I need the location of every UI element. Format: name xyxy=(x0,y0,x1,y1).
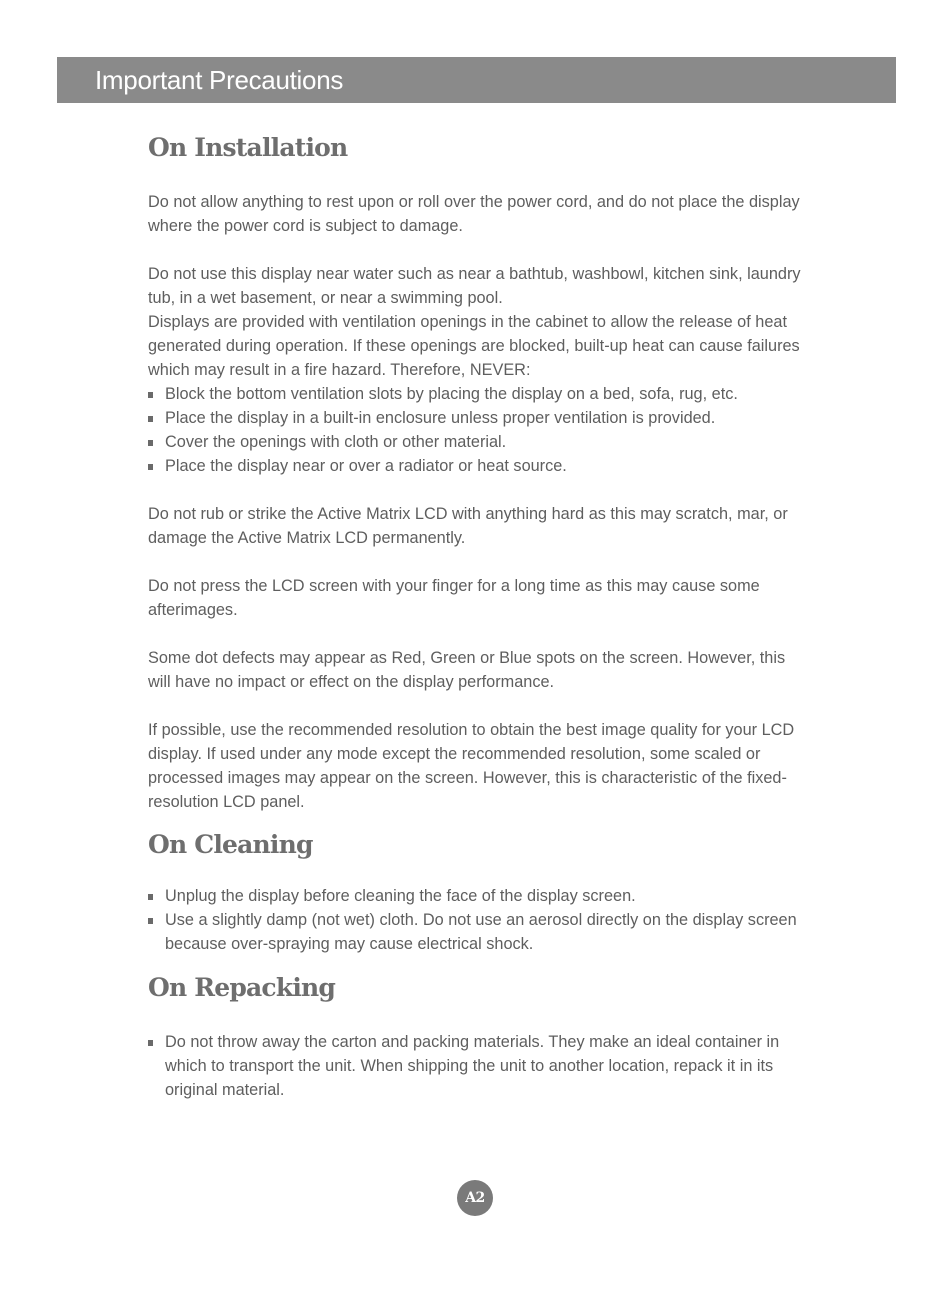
heading-on-cleaning: On Cleaning xyxy=(148,830,313,859)
installation-paragraph-dot-defects: Some dot defects may appear as Red, Green or Blue spots on the screen. However, this will have no impact or effect on the display performance. xyxy=(148,649,786,691)
never-list xyxy=(148,382,808,478)
cleaning-list xyxy=(148,884,808,956)
never-list-item: Place the display near or over a radiator or heat source. xyxy=(148,454,808,478)
never-list-item: Cover the openings with cloth or other material. xyxy=(148,430,808,454)
bullet-square-icon xyxy=(148,440,153,446)
header-banner xyxy=(57,57,896,103)
installation-content xyxy=(148,190,808,814)
heading-on-installation: On Installation xyxy=(148,133,348,162)
installation-paragraph-rub: Do not rub or strike the Active Matrix LCD with anything hard as this may scratch, mar, or damage the Active Matrix LCD permanently. xyxy=(148,505,788,547)
bullet-square-icon xyxy=(148,918,153,924)
installation-paragraph-power-cord: Do not allow anything to rest upon or roll over the power cord, and do not place the display where the power cord is subject to damage. xyxy=(148,193,800,235)
bullet-square-icon xyxy=(148,416,153,422)
cleaning-list-item: Use a slightly damp (not wet) cloth. Do not use an aerosol directly on the display screen because over-spraying may cause electrical shock. xyxy=(148,908,808,956)
installation-paragraph-water: Do not use this display near water such as near a bathtub, washbowl, kitchen sink, laundry tub, in a wet basement, or near a swimming pool. xyxy=(148,265,801,307)
bullet-square-icon xyxy=(148,464,153,470)
page-title: Important Precautions xyxy=(95,65,344,95)
never-list-item: Block the bottom ventilation slots by placing the display on a bed, sofa, rug, etc. xyxy=(148,382,808,406)
cleaning-list-item: Unplug the display before cleaning the face of the display screen. xyxy=(148,884,808,908)
repacking-list-item: Do not throw away the carton and packing materials. They make an ideal container in which to transport the unit. When shipping the unit to another location, repack it in its original material. xyxy=(148,1030,808,1102)
installation-paragraph-press: Do not press the LCD screen with your finger for a long time as this may cause some afterimages. xyxy=(148,577,760,619)
installation-paragraph-resolution: If possible, use the recommended resolution to obtain the best image quality for your LCD display. If used under any mode except the recommended resolution, some scaled or processed images may appear on the screen. However, this is characteristic of the fixed-resolution LCD panel. xyxy=(148,721,795,811)
bullet-square-icon xyxy=(148,392,153,398)
bullet-square-icon xyxy=(148,894,153,900)
page-number-badge: A2 xyxy=(457,1180,493,1216)
bullet-square-icon xyxy=(148,1040,153,1046)
installation-paragraph-ventilation: Displays are provided with ventilation openings in the cabinet to allow the release of heat generated during operation. If these openings are blocked, built-up heat can cause failures which may result in a fire hazard. Therefore, NEVER: xyxy=(148,313,800,379)
repacking-content xyxy=(148,1030,808,1102)
heading-on-repacking: On Repacking xyxy=(148,973,336,1002)
repacking-list xyxy=(148,1030,808,1102)
cleaning-content xyxy=(148,884,808,956)
never-list-item: Place the display in a built-in enclosure unless proper ventilation is provided. xyxy=(148,406,808,430)
